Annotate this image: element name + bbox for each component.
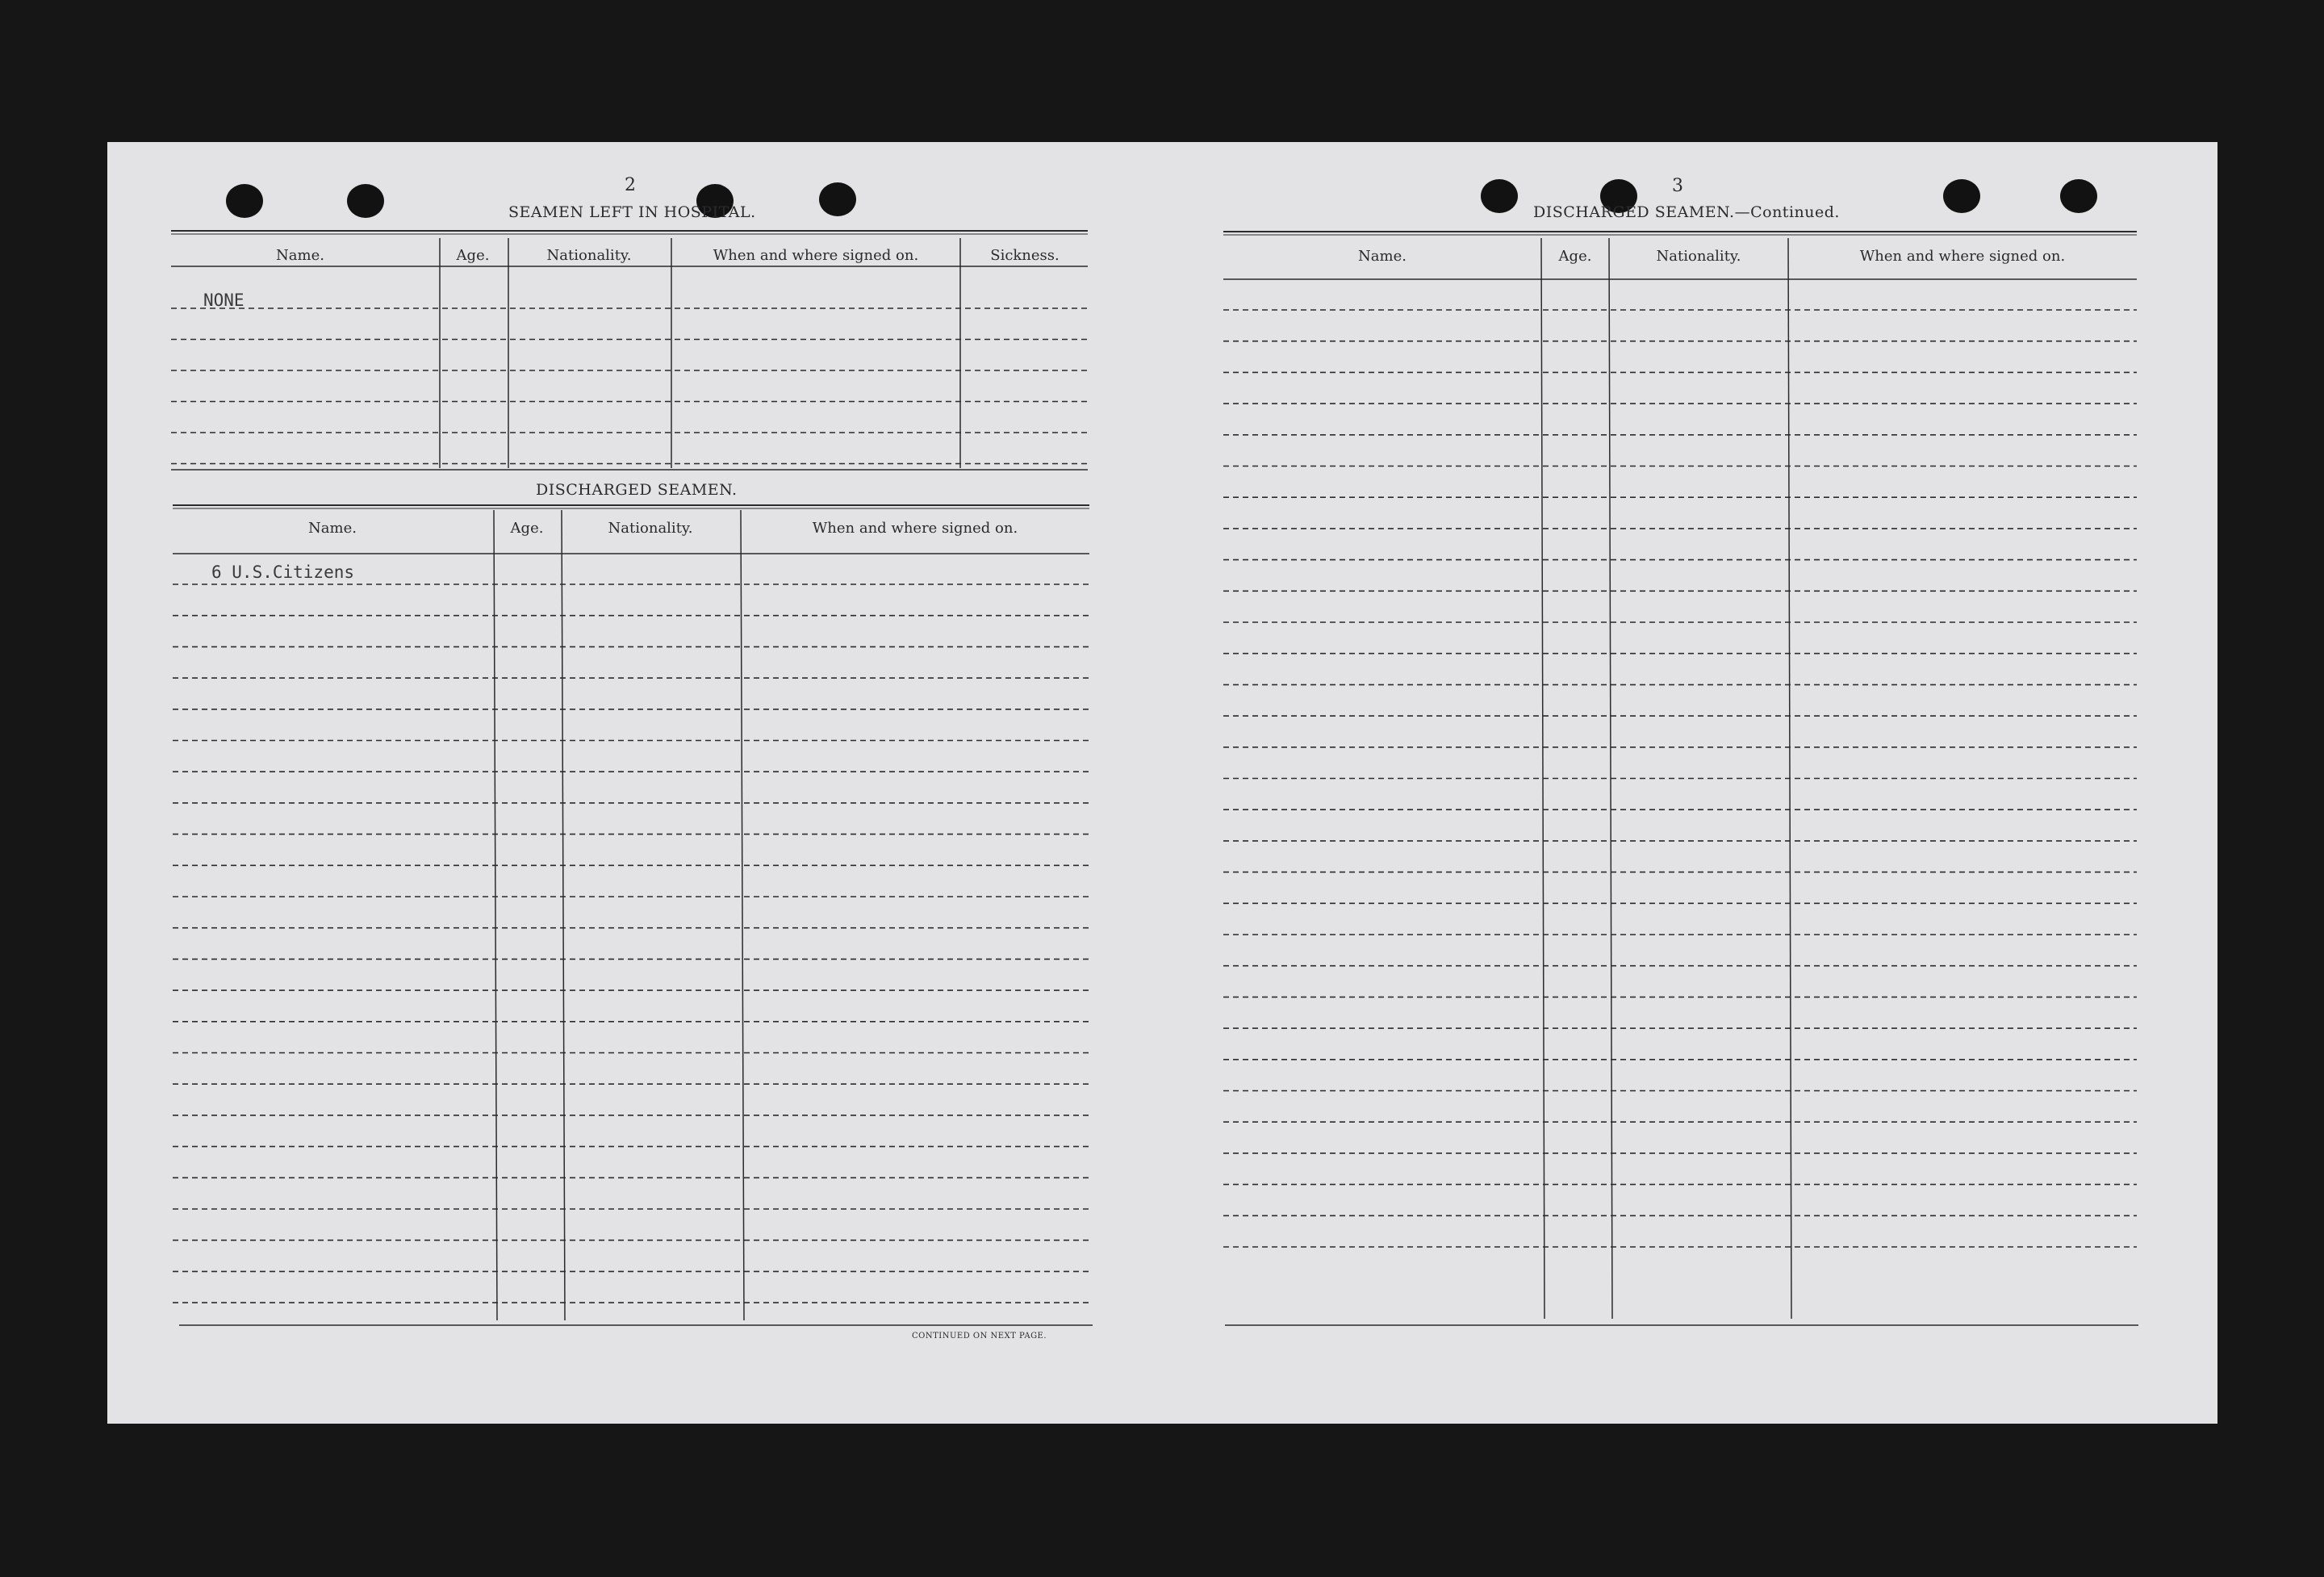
hospital-entry: NONE xyxy=(203,291,245,310)
hospital-col-nationality: Nationality. xyxy=(546,247,632,264)
discharged-column-rule xyxy=(494,510,497,1320)
hospital-section-title: SEAMEN LEFT IN HOSPITAL. xyxy=(508,203,756,221)
hospital-col-age: Age. xyxy=(456,247,490,264)
right-col-nationality: Nationality. xyxy=(1656,248,1741,265)
hospital-col-signed-on: When and where signed on. xyxy=(713,247,919,264)
hospital-col-sickness: Sickness. xyxy=(990,247,1060,264)
discharged-col-nationality: Nationality. xyxy=(608,520,693,537)
right-col-signed-on: When and where signed on. xyxy=(1859,248,2066,265)
right-section-title: DISCHARGED SEAMEN.—Continued. xyxy=(1533,203,1840,221)
discharged-col-age: Age. xyxy=(510,520,544,537)
right-col-name: Name. xyxy=(1358,248,1407,265)
discharged-column-rule xyxy=(741,510,744,1320)
right-col-age: Age. xyxy=(1558,248,1592,265)
discharged-col-name: Name. xyxy=(308,520,357,537)
discharged-col-signed-on: When and where signed on. xyxy=(812,520,1018,537)
discharged-column-rule xyxy=(562,510,565,1320)
discharged-section-title: DISCHARGED SEAMEN. xyxy=(536,481,738,499)
right-page-number: 3 xyxy=(1672,176,1683,196)
hospital-col-name: Name. xyxy=(276,247,324,264)
discharged-entry: 6 U.S.Citizens xyxy=(211,563,355,582)
left-page-number: 2 xyxy=(625,175,636,195)
continued-note: CONTINUED ON NEXT PAGE. xyxy=(912,1332,1047,1341)
